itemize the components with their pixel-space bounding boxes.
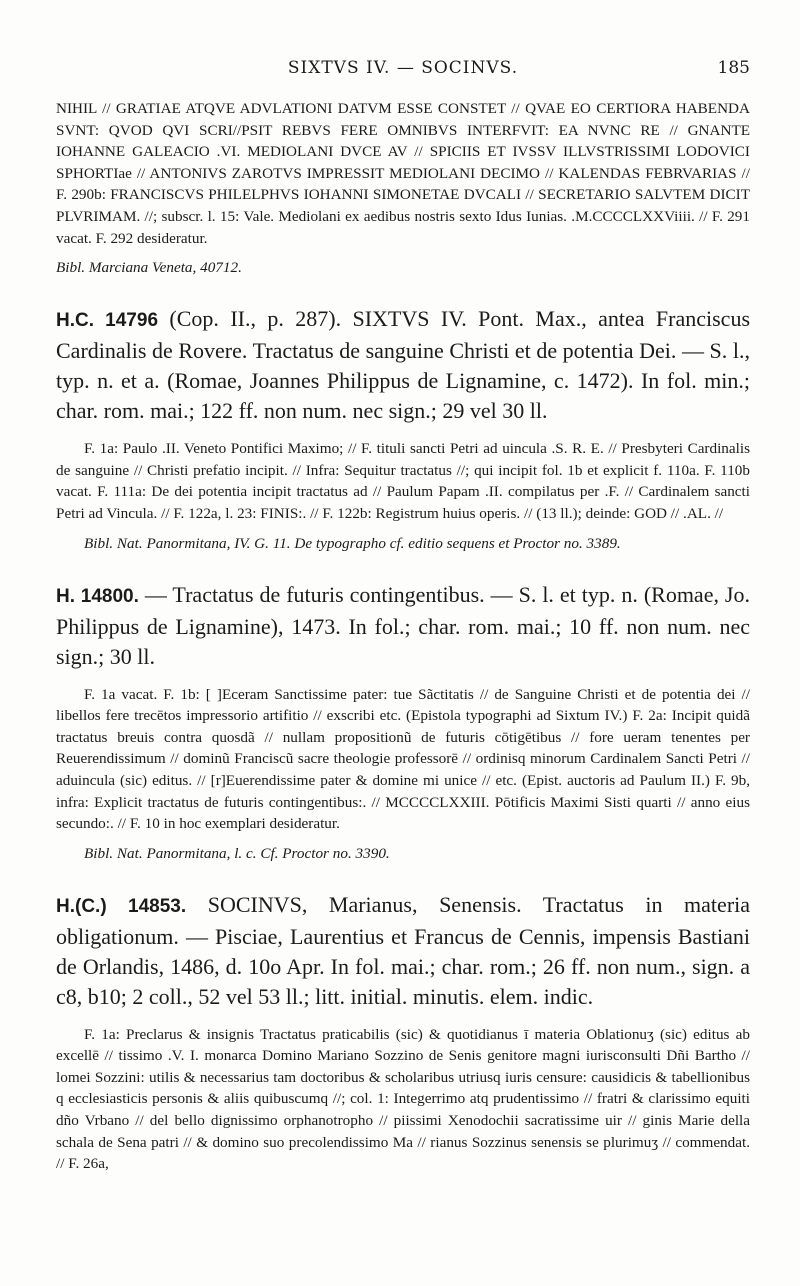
top-block-text: NIHIL // GRATIAE ATQVE ADVLATIONI DATVM ESSE CONSTET // QVAE EO CERTIORA HABENDA SVNT: QVOD QVI SCRI//PSIT REBVS FERE OMNIBVS INTERFVIT: EA NVNC RE // GNANTE IOHANNE GALEACIO .VI. MEDIOLANI DVCE AV // SPICIIS ET IVSSV ILLVSTRISSIMI LODOVICI SPHORTIae // ANTONIVS ZAROTVS IMPRESSIT MEDIOLANI DECIMO // KALENDAS FEBRVARIAS // F. 290b: FRANCISCVS PHILELPHVS IOHANNI SIMONETAE DVCALI // SECRETARIO SALVTEM DICIT PLVRIMAM. //; subscr. l. 15: Vale. Mediolani ex aedibus nostris sexto Idus Iunias. .M.CCCCLXXViiii. // F. 291 vacat. F. 292 desideratur. [56, 100, 750, 247]
entry-14796-desc: F. 1a: Paulo .II. Veneto Pontifici Maximo; // F. tituli sancti Petri ad uincula .S. R. E. // Presbyteri Cardinalis de sanguine // Christi prefatio incipit. // Infra: Sequitur tractatus //; qui incipit fol. 1b et explicit f. 110a. F. 110b vacat. F. 111a: De dei potentia incipit tractatus ad // Paulum Papam .II. compilatus per .F. // Cardinalem sancti Petri ad Vincula. // F. 122a, l. 23: FINIS:. // F. 122b: Registrum huius operis. // (13 ll.); deinde: GOD // .AL. // [56, 440, 750, 522]
top-block-bibl: Bibl. Marciana Veneta, 40712. [56, 259, 242, 277]
entry-14853-lead [56, 890, 750, 1012]
entry-14853-head: H.(C.) 14853. [56, 895, 187, 917]
entry-14796-bibl: Bibl. Nat. Panormitana, IV. G. 11. De typographo cf. editio sequens et Proctor no. 3389. [84, 534, 621, 552]
entry-14796-head: H.C. 14796 [56, 310, 159, 332]
page-number: 185 [717, 58, 750, 78]
entry-14853-desc: F. 1a: Preclarus & insignis Tractatus praticabilis (sic) & quotidianus ī materia Oblationuʒ (sic) editus ab excellē // tissimo .V. I. monarca Domino Mariano Sozzino de Senis genitore magni iurisconsulti Dñi Bartho // lomei Sozzini: utilis & necessarius tam doctoribus & scholaribus utriusq iuris censure: causidicis & tabellionibus q ecclesiasticis personis & aliis quibuscumq //; col. 1: Integerrimo atq prudentissimo // fratri & clarissimo equiti dño Vrbano // del bello dignissimo orphanotropho // piissimi Xenodochii sacratissime uir // ginis Marie della schala de Sena patri // & domino suo precolendissimo Ma // rianus Sozzinus senensis se plurimuʒ // commendat. // F. 26a, [56, 1025, 750, 1173]
entry-14796-title: (Cop. II., p. 287). SIXTVS IV. Pont. Max., antea Franciscus Cardinalis de Rovere. Tractatus de sanguine Christi et de potentia Dei. — S. l., typ. n. et a. (Romae, Joannes Philippus de Lignamine, c. 1472). In fol. min.; char. rom. mai.; 122 ff. non num. nec sign.; 29 vel 30 ll. [56, 306, 751, 424]
entry-14800 [56, 580, 750, 864]
entry-14800-lead [56, 580, 750, 672]
entry-14796 [56, 304, 750, 553]
page [56, 0, 750, 1201]
entry-14800-bibl: Bibl. Nat. Panormitana, l. c. Cf. Proctor no. 3390. [84, 844, 390, 862]
entry-14800-title: — Tractatus de futuris contingentibus. — S. l. et typ. n. (Romae, Jo. Philippus de Lignamine), 1473. In fol.; char. rom. mai.; 10 ff. non num. nec sign.; 30 ll. [56, 581, 750, 669]
running-title: SIXTVS IV. — SOCINVS. [287, 58, 519, 78]
entry-14800-desc: F. 1a vacat. F. 1b: [ ]Eceram Sanctissime pater: tue Sãctitatis // de Sanguine Christi et de potentia dei // libellos fere trecētos impressorio artifitio // exscribi etc. (Epistola typographi ad Sixtum IV.) F. 2a: Incipit quidã tractatus breuis contra quosdã // nullam propositionũ de futuris cōtigētibus // fore ueram tenentes per Reuerendissimum // dominũ Franciscũ sacre theologie professorē // ordinisq minorum Cardinalem Sancti Petri // aduincula (sic) editus. // [r]Euerendissime pater & domine mi unice // etc. (Epist. auctoris ad Paulum II.) F. 9b, infra: Explicit tractatus de futuris contingentibus:. // MCCCCLXXIII. Pōtificis Maximi Sisti quarti // anno eius secundo:. // F. 10 in hoc exemplari desideratur. [56, 685, 750, 833]
entry-14800-head: H. 14800. [56, 585, 139, 607]
top-block [56, 98, 750, 278]
running-header [56, 58, 750, 98]
entry-14796-lead [56, 304, 750, 426]
entry-14853-title: SOCINVS, Marianus, Senensis. Tractatus in materia obligationum. — Pisciae, Laurentius et Francus de Cennis, impensis Bastiani de Orlandis, 1486, d. 10o Apr. In fol. mai.; char. rom.; 26 ff. non num., sign. a c8, b10; 2 coll., 52 vel 53 ll.; litt. initial. minutis. elem. indic. [56, 891, 751, 1009]
entry-14853 [56, 890, 750, 1175]
